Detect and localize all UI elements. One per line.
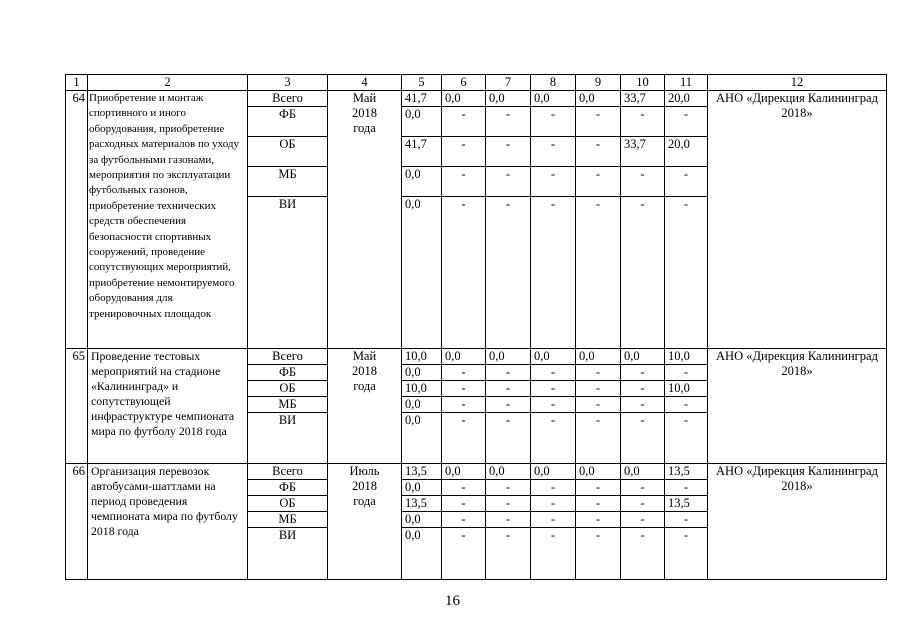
amount-cell: - bbox=[442, 137, 486, 167]
amount-cell: - bbox=[621, 480, 665, 496]
funding-source: ОБ bbox=[248, 496, 328, 512]
measure-name: Организация перевозок автобусами-шаттлами на период проведения чемпионата мира по футболу 2018 года bbox=[88, 464, 248, 580]
amount-cell: - bbox=[442, 365, 486, 381]
amount-cell: 0,0 bbox=[402, 528, 442, 580]
amount-cell: - bbox=[531, 480, 576, 496]
amount-cell: - bbox=[665, 397, 708, 413]
header-cell: 8 bbox=[531, 75, 576, 91]
amount-cell: - bbox=[486, 480, 531, 496]
amount-cell: 13,5 bbox=[665, 496, 708, 512]
table-row bbox=[66, 464, 887, 480]
amount-cell: - bbox=[486, 365, 531, 381]
table-row bbox=[66, 91, 887, 107]
amount-cell: - bbox=[486, 397, 531, 413]
amount-cell: - bbox=[531, 528, 576, 580]
table-body bbox=[66, 75, 887, 580]
amount-cell: - bbox=[621, 107, 665, 137]
amount-cell: - bbox=[665, 197, 708, 349]
amount-cell: - bbox=[531, 397, 576, 413]
funding-source: ОБ bbox=[248, 137, 328, 167]
amount-cell: 13,5 bbox=[402, 464, 442, 480]
amount-cell: - bbox=[442, 512, 486, 528]
amount-cell: - bbox=[665, 528, 708, 580]
funding-source: МБ bbox=[248, 397, 328, 413]
amount-cell: - bbox=[621, 528, 665, 580]
amount-cell: 0,0 bbox=[402, 512, 442, 528]
funding-source: МБ bbox=[248, 167, 328, 197]
amount-cell: 20,0 bbox=[665, 91, 708, 107]
row-number: 64 bbox=[66, 91, 88, 349]
amount-cell: - bbox=[665, 365, 708, 381]
amount-cell: - bbox=[621, 496, 665, 512]
amount-cell: - bbox=[576, 197, 621, 349]
amount-cell: 0,0 bbox=[576, 349, 621, 365]
amount-cell: - bbox=[576, 512, 621, 528]
amount-cell: - bbox=[621, 197, 665, 349]
amount-cell: - bbox=[576, 480, 621, 496]
amount-cell: - bbox=[531, 197, 576, 349]
funding-source: ФБ bbox=[248, 480, 328, 496]
amount-cell: 33,7 bbox=[621, 91, 665, 107]
amount-cell: - bbox=[576, 365, 621, 381]
amount-cell: - bbox=[665, 413, 708, 464]
amount-cell: 0,0 bbox=[402, 107, 442, 137]
amount-cell: - bbox=[531, 107, 576, 137]
amount-cell: - bbox=[576, 528, 621, 580]
header-cell: 5 bbox=[402, 75, 442, 91]
budget-table bbox=[65, 74, 887, 580]
header-cell: 3 bbox=[248, 75, 328, 91]
amount-cell: - bbox=[621, 381, 665, 397]
header-cell: 12 bbox=[708, 75, 887, 91]
amount-cell: 0,0 bbox=[531, 91, 576, 107]
amount-cell: - bbox=[442, 397, 486, 413]
amount-cell: - bbox=[486, 197, 531, 349]
funding-source: ФБ bbox=[248, 107, 328, 137]
amount-cell: - bbox=[442, 496, 486, 512]
amount-cell: - bbox=[621, 167, 665, 197]
amount-cell: - bbox=[486, 512, 531, 528]
amount-cell: - bbox=[442, 381, 486, 397]
amount-cell: 0,0 bbox=[442, 464, 486, 480]
amount-cell: 20,0 bbox=[665, 137, 708, 167]
amount-cell: - bbox=[486, 528, 531, 580]
amount-cell: - bbox=[442, 528, 486, 580]
amount-cell: 0,0 bbox=[402, 413, 442, 464]
amount-cell: - bbox=[531, 365, 576, 381]
funding-source: ВИ bbox=[248, 528, 328, 580]
measure-name: Приобретение и монтаж спортивного и иного оборудования, приобретение расходных материалов по уходу за футбольными газонами, мероприятия по эксплуатации футбольных газонов, приобретение технических средств обеспечения безопасности спортивных сооружений, проведение сопутствующих мероприятий, приобретение немонтируемого оборудования для тренировочных площадок bbox=[88, 91, 248, 349]
amount-cell: 0,0 bbox=[486, 91, 531, 107]
amount-cell: - bbox=[665, 167, 708, 197]
deadline: Май 2018 года bbox=[328, 91, 402, 349]
amount-cell: 0,0 bbox=[621, 349, 665, 365]
amount-cell: 10,0 bbox=[402, 381, 442, 397]
executor: АНО «Дирекция Калининград 2018» bbox=[708, 464, 887, 580]
amount-cell: - bbox=[486, 107, 531, 137]
amount-cell: - bbox=[442, 197, 486, 349]
header-cell: 11 bbox=[665, 75, 708, 91]
amount-cell: - bbox=[531, 381, 576, 397]
amount-cell: - bbox=[442, 413, 486, 464]
amount-cell: - bbox=[486, 496, 531, 512]
deadline: Май 2018 года bbox=[328, 349, 402, 464]
amount-cell: 10,0 bbox=[665, 349, 708, 365]
header-cell: 10 bbox=[621, 75, 665, 91]
funding-source: ОБ bbox=[248, 381, 328, 397]
amount-cell: 0,0 bbox=[402, 397, 442, 413]
header-cell: 6 bbox=[442, 75, 486, 91]
amount-cell: 0,0 bbox=[531, 349, 576, 365]
amount-cell: - bbox=[486, 137, 531, 167]
funding-source: ВИ bbox=[248, 197, 328, 349]
amount-cell: 13,5 bbox=[402, 496, 442, 512]
executor: АНО «Дирекция Калининград 2018» bbox=[708, 91, 887, 349]
funding-source: ФБ bbox=[248, 365, 328, 381]
amount-cell: - bbox=[531, 496, 576, 512]
funding-source: МБ bbox=[248, 512, 328, 528]
amount-cell: - bbox=[531, 413, 576, 464]
amount-cell: 0,0 bbox=[402, 480, 442, 496]
amount-cell: - bbox=[531, 137, 576, 167]
amount-cell: 0,0 bbox=[531, 464, 576, 480]
amount-cell: 0,0 bbox=[442, 91, 486, 107]
amount-cell: - bbox=[486, 167, 531, 197]
amount-cell: - bbox=[576, 496, 621, 512]
amount-cell: 13,5 bbox=[665, 464, 708, 480]
amount-cell: 0,0 bbox=[402, 365, 442, 381]
executor: АНО «Дирекция Калининград 2018» bbox=[708, 349, 887, 464]
amount-cell: 0,0 bbox=[621, 464, 665, 480]
amount-cell: - bbox=[442, 107, 486, 137]
amount-cell: - bbox=[576, 381, 621, 397]
amount-cell: 41,7 bbox=[402, 91, 442, 107]
amount-cell: - bbox=[621, 413, 665, 464]
header-cell: 7 bbox=[486, 75, 531, 91]
funding-source: Всего bbox=[248, 91, 328, 107]
amount-cell: - bbox=[665, 107, 708, 137]
amount-cell: 0,0 bbox=[576, 464, 621, 480]
amount-cell: 0,0 bbox=[442, 349, 486, 365]
funding-source: Всего bbox=[248, 464, 328, 480]
amount-cell: 0,0 bbox=[486, 464, 531, 480]
amount-cell: - bbox=[621, 397, 665, 413]
amount-cell: - bbox=[486, 381, 531, 397]
amount-cell: - bbox=[442, 480, 486, 496]
amount-cell: 0,0 bbox=[486, 349, 531, 365]
amount-cell: 0,0 bbox=[402, 167, 442, 197]
header-cell: 2 bbox=[88, 75, 248, 91]
amount-cell: - bbox=[621, 365, 665, 381]
amount-cell: - bbox=[531, 512, 576, 528]
amount-cell: - bbox=[576, 167, 621, 197]
amount-cell: - bbox=[665, 480, 708, 496]
amount-cell: 0,0 bbox=[402, 197, 442, 349]
header-cell: 4 bbox=[328, 75, 402, 91]
amount-cell: - bbox=[665, 512, 708, 528]
amount-cell: - bbox=[486, 413, 531, 464]
table-row bbox=[66, 349, 887, 365]
deadline: Июль 2018 года bbox=[328, 464, 402, 580]
amount-cell: 41,7 bbox=[402, 137, 442, 167]
header-row bbox=[66, 75, 887, 91]
row-number: 66 bbox=[66, 464, 88, 580]
amount-cell: 10,0 bbox=[402, 349, 442, 365]
amount-cell: - bbox=[442, 167, 486, 197]
page-number: 16 bbox=[445, 593, 460, 609]
amount-cell: - bbox=[531, 167, 576, 197]
funding-source: Всего bbox=[248, 349, 328, 365]
header-cell: 9 bbox=[576, 75, 621, 91]
funding-source: ВИ bbox=[248, 413, 328, 464]
amount-cell: - bbox=[576, 397, 621, 413]
amount-cell: - bbox=[576, 137, 621, 167]
row-number: 65 bbox=[66, 349, 88, 464]
amount-cell: - bbox=[576, 107, 621, 137]
amount-cell: - bbox=[621, 512, 665, 528]
amount-cell: - bbox=[576, 413, 621, 464]
header-cell: 1 bbox=[66, 75, 88, 91]
amount-cell: 10,0 bbox=[665, 381, 708, 397]
amount-cell: 0,0 bbox=[576, 91, 621, 107]
measure-name: Проведение тестовых мероприятий на стадионе «Калининград» и сопутствующей инфраструктуре чемпионата мира по футболу 2018 года bbox=[88, 349, 248, 464]
amount-cell: 33,7 bbox=[621, 137, 665, 167]
